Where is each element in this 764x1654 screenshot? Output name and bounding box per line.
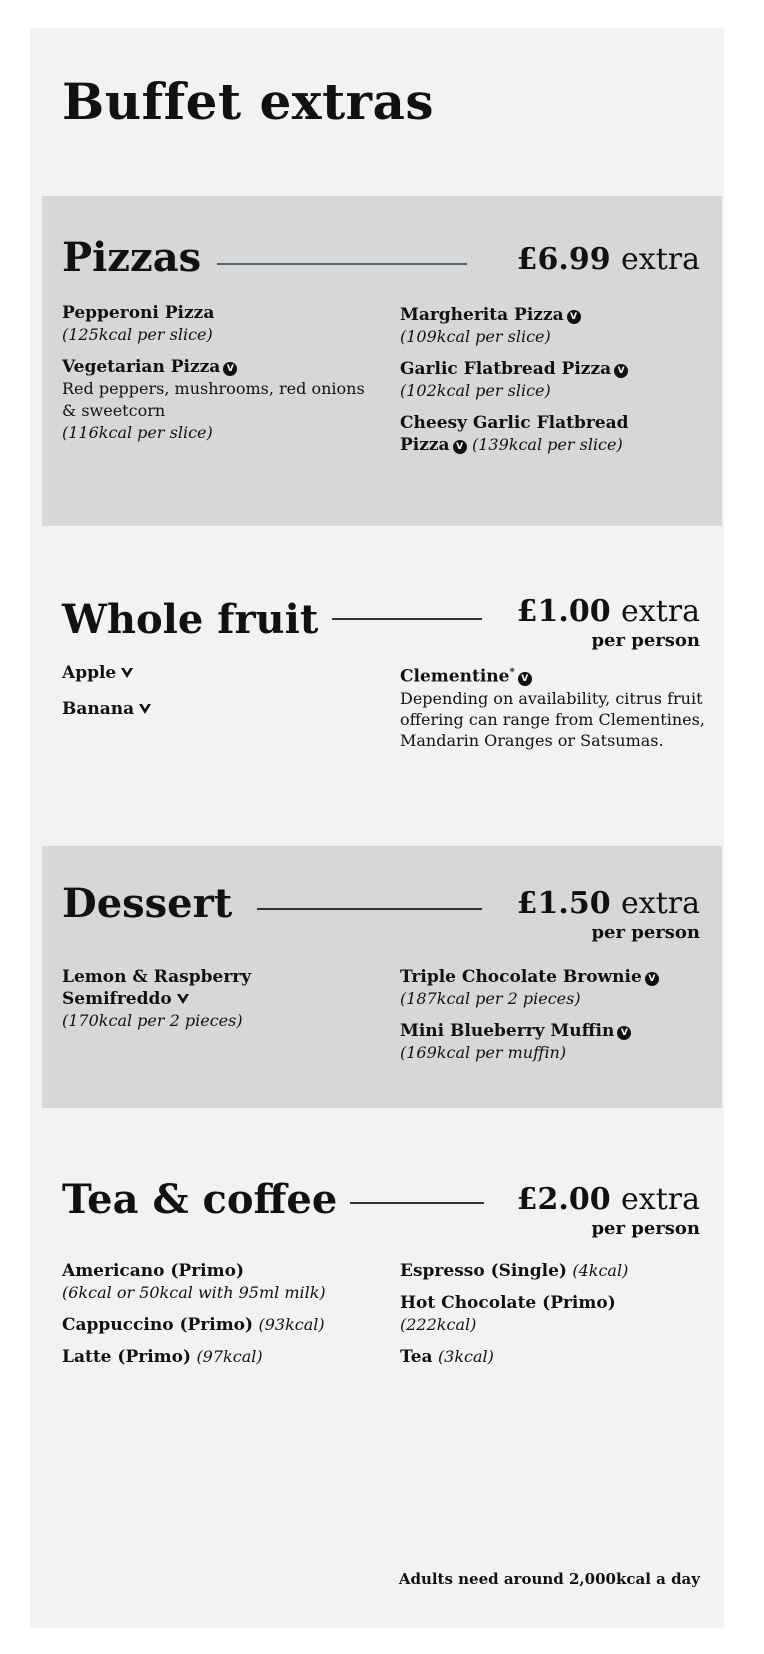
item-name-cont: Semifreddo (62, 989, 172, 1009)
footnote-mark: * (509, 667, 515, 678)
menu-item (400, 304, 710, 348)
menu-item (400, 1292, 710, 1336)
section-dessert (42, 846, 722, 1108)
menu-item (400, 1346, 710, 1368)
item-name: Americano (Primo) (62, 1261, 245, 1281)
item-name: Clementine (400, 666, 510, 687)
section-header (62, 234, 700, 294)
item-name-row (62, 698, 372, 720)
price-extra: extra (621, 594, 700, 629)
item-kcal: (169kcal per muffin) (400, 1043, 567, 1062)
item-name: Pepperoni Pizza (62, 303, 215, 323)
section-title: Tea & coffee (62, 1176, 338, 1223)
left-column (62, 1260, 392, 1378)
item-kcal: (97kcal) (196, 1347, 263, 1366)
section-title: Dessert (62, 880, 233, 927)
price-subtext: per person (591, 630, 700, 651)
price-value: £1.50 (516, 886, 611, 921)
right-column (400, 662, 710, 761)
item-name: Espresso (Single) (400, 1261, 567, 1281)
menu-item (62, 966, 372, 1032)
item-name-row (400, 358, 710, 380)
menu-item (400, 358, 710, 402)
price-extra: extra (621, 886, 700, 921)
item-name-cont: Pizza (400, 435, 450, 455)
section-title: Pizzas (62, 234, 202, 281)
menu-item (62, 1314, 392, 1336)
item-name-row (62, 662, 372, 684)
divider-line (257, 908, 482, 910)
price-extra: extra (621, 1182, 700, 1217)
item-name: Apple (62, 663, 117, 683)
item-name-row (400, 966, 710, 988)
section-price (517, 594, 700, 629)
left-column (62, 662, 372, 730)
menu-item (62, 698, 372, 720)
item-kcal: (3kcal) (437, 1347, 494, 1366)
divider-line (350, 1202, 484, 1204)
calorie-footnote: Adults need around 2,000kcal a day (398, 1570, 700, 1588)
vegetarian-icon: V (567, 310, 581, 324)
vegan-icon (138, 703, 152, 715)
vegan-icon (120, 667, 134, 679)
item-name: Margherita Pizza (400, 305, 564, 325)
item-name: Mini Blueberry Muffin (400, 1021, 615, 1041)
item-name: Cheesy Garlic Flatbread (400, 413, 629, 433)
right-column (400, 966, 710, 1074)
price-subtext: per person (591, 922, 700, 943)
item-name: Vegetarian Pizza (62, 357, 221, 377)
divider-line (332, 618, 482, 620)
item-name: Latte (Primo) (62, 1347, 192, 1367)
item-name: Banana (62, 699, 135, 719)
item-kcal: (222kcal) (400, 1315, 477, 1334)
divider-line (217, 263, 467, 265)
item-name-row (62, 988, 372, 1010)
menu-item (62, 1260, 392, 1304)
item-kcal: (125kcal per slice) (62, 325, 213, 344)
item-name: Triple Chocolate Brownie (400, 967, 642, 987)
item-name: Tea (400, 1347, 433, 1367)
vegetarian-icon: V (518, 672, 532, 686)
menu-item (400, 412, 710, 456)
item-kcal: (187kcal per 2 pieces) (400, 989, 581, 1008)
price-value: £1.00 (516, 594, 611, 629)
item-kcal: (139kcal per slice) (471, 435, 623, 454)
section-price (517, 886, 700, 921)
item-kcal: (170kcal per 2 pieces) (62, 1011, 243, 1030)
section-header (62, 1176, 700, 1239)
menu-item (400, 662, 710, 751)
item-name: Hot Chocolate (Primo) (400, 1293, 616, 1313)
section-title: Whole fruit (62, 596, 319, 643)
price-value: £2.00 (516, 1182, 611, 1217)
vegetarian-icon: V (453, 440, 467, 454)
section-header (62, 596, 700, 656)
section-whole-fruit (42, 596, 722, 796)
price-extra: extra (621, 242, 700, 277)
menu-item (62, 1346, 392, 1368)
item-description: Red peppers, mushrooms, red onions & sweetcorn (62, 379, 365, 420)
item-name: Cappuccino (Primo) (62, 1315, 254, 1335)
vegetarian-icon: V (617, 1026, 631, 1040)
vegetarian-icon: V (645, 972, 659, 986)
right-column (400, 304, 710, 466)
item-name: Garlic Flatbread Pizza (400, 359, 612, 379)
left-column (62, 966, 372, 1042)
menu-item (62, 356, 372, 444)
right-column (400, 1260, 710, 1378)
left-column (62, 302, 372, 454)
section-tea-coffee (42, 1176, 722, 1376)
vegan-icon (176, 993, 190, 1005)
item-name-row (400, 434, 710, 456)
page-title: Buffet extras (62, 72, 435, 131)
price-value: £6.99 (516, 242, 611, 277)
section-header (62, 880, 700, 943)
menu-item (400, 1020, 710, 1064)
menu-item (400, 1260, 710, 1282)
section-price (517, 1182, 700, 1217)
item-name: Lemon & Raspberry (62, 967, 252, 987)
item-kcal: (109kcal per slice) (400, 327, 551, 346)
menu-item (400, 966, 710, 1010)
item-kcal: (116kcal per slice) (62, 423, 213, 442)
vegetarian-icon: V (614, 364, 628, 378)
section-price (517, 242, 700, 277)
item-kcal: (4kcal) (572, 1261, 629, 1280)
section-pizzas (42, 196, 722, 526)
item-kcal: (93kcal) (258, 1315, 325, 1334)
menu-item (62, 662, 372, 684)
item-description: Depending on availability, citrus fruit offering can range from Clementines, Mandarin Oranges or Satsumas. (400, 688, 705, 750)
menu-item (62, 302, 372, 346)
item-name-row (400, 1020, 710, 1042)
item-kcal: (6kcal or 50kcal with 95ml milk) (62, 1283, 326, 1302)
vegetarian-icon: V (223, 362, 237, 376)
price-subtext: per person (591, 1218, 700, 1239)
item-name-row (400, 662, 710, 688)
item-kcal: (102kcal per slice) (400, 381, 551, 400)
item-name-row (400, 304, 710, 326)
item-name-row (62, 356, 372, 378)
